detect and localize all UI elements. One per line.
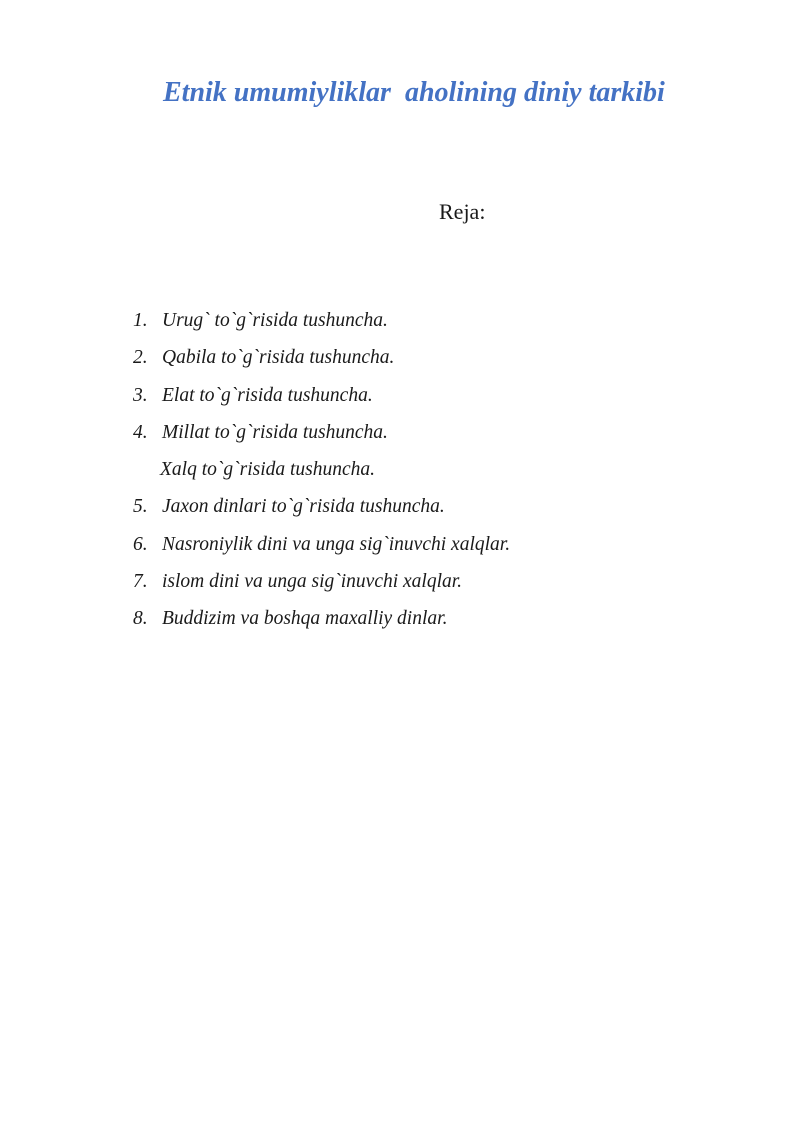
plan-item-text: Buddizim va boshqa maxalliy dinlar. [162,608,448,630]
plan-item-number: 5. [133,496,148,518]
plan-item-text: Millat to`g`risida tushuncha. [162,421,388,443]
plan-item-text: Elat to`g`risida tushuncha. [162,384,373,406]
plan-item-text: islom dini va unga sig`inuvchi xalqlar. [162,571,463,593]
document-title: Etnik umumiyliklar aholining diniy tarkibi [163,77,665,108]
plan-item-number: 8. [133,608,148,630]
plan-item-number: 3. [133,384,148,406]
plan-item-text: Qabila to`g`risida tushuncha. [162,347,395,369]
plan-item-number: 7. [133,571,148,593]
plan-item-number: 4. [133,421,148,443]
plan-item-number: 6. [133,533,148,555]
plan-heading: Reja: [439,199,486,224]
plan-item-text: Xalq to`g`risida tushuncha. [160,459,376,481]
plan-item-text: Jaxon dinlari to`g`risida tushuncha. [162,496,445,518]
plan-item-text: Nasroniylik dini va unga sig`inuvchi xalqlar. [162,533,511,555]
plan-item-text: Urug` to`g`risida tushuncha. [162,310,388,331]
plan-item-number: 1. [133,310,148,331]
plan-item-number: 2. [133,347,148,369]
